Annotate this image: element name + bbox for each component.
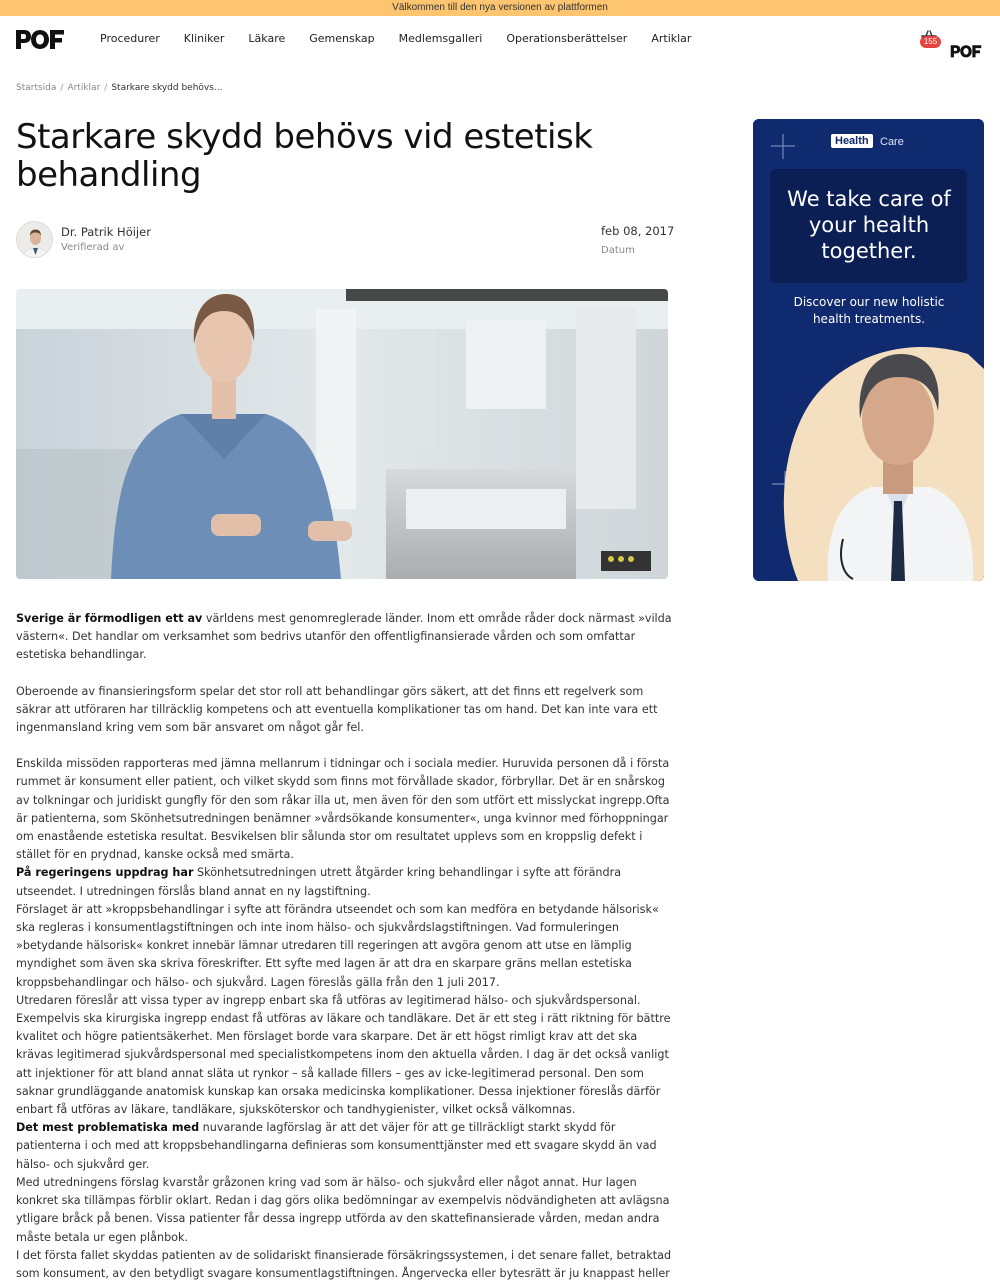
article-title: Starkare skydd behövs vid estetisk behandling [16, 117, 593, 195]
author-avatar[interactable] [16, 221, 53, 258]
breadcrumb-home[interactable]: Startsida [16, 83, 57, 93]
article-body [16, 610, 672, 1280]
cart-count-badge: 155 [920, 36, 941, 48]
article-paragraph [16, 992, 672, 1119]
breadcrumb [16, 83, 223, 93]
paragraph-lead: Sverige är förmodligen ett av [16, 612, 203, 625]
paragraph-text: Med utredningens förslag kvarstår gråzonen kring vad som är hälso- och sjukvård eller något annat. Hur lagen konkret ska tillämpas förblir oklart. Redan i dag görs olika bedömningar av exempelvis nödvändigheten att avlägsna ytligare bråck på benen. Vissa patienter får dessa ingrepp utförda av den skattefinansierade vården, medan andra måste betala ur egen plånbok. [16, 1175, 670, 1244]
pof-logo-icon [15, 28, 65, 50]
sidebar-advertisement[interactable] [753, 119, 984, 581]
pof-logo-small-icon [950, 44, 982, 58]
main-nav [100, 32, 715, 45]
article-paragraph [16, 1247, 672, 1280]
paragraph-text: Utredaren föreslår att vissa typer av ingrepp enbart ska få utföras av legitimerad hälso- och sjukvårdspersonal. Exempelvis ska kirurgiska ingrepp endast få utföras av läkare och tandläkare. Det är ett steg i rätt riktning för bättre kvalitet och högre patientsäkerhet. Men förslaget borde vara skarpare. Det är ett högst rimligt krav att det ska krävas legitimerad sjukvårdspersonal med specialistkompetens inom den aktuella vården. I dag är det också vanligt att injektioner för att bland annat släta ut rynkor – så kallade fillers – ges av icke-legitimerad personal. Den som saknar grundläggande anatomisk kunskap kan orsaka medicinska komplikationer. Dessa injektioner föreslås därför enbart få utföras av läkare, tandläkare, sjuksköterskor och tandhygienister, vilket också välkomnas. [16, 993, 671, 1117]
article-paragraph [16, 1174, 672, 1247]
paragraph-text: I det första fallet skyddas patienten av de solidariskt finansierade försäkringssystemen, i det senare fallet, betraktad som konsument, av den betydligt svagare konsumentlagstiftningen. Ångervecka eller bytesrätt är ju knappast heller [16, 1248, 672, 1280]
paragraph-lead: På regeringens uppdrag har [16, 866, 194, 880]
author-name[interactable]: Dr. Patrik Höijer [61, 224, 151, 239]
paragraph-lead: Det mest problematiska med [16, 1121, 200, 1135]
paragraph-text: Enskilda missöden rapporteras med jämna mellanrum i tidningar och i sociala medier. Huruvida personen då i första rummet är konsument eller patient, och vilket skydd som finns mot förvållade skador, förbryllar. Det är en snårskog av tolkningar och juridiskt gungfly för den som råkar illa ut, men även för den som utfört ett misslyckat ingrepp.Ofta är patienterna, som Skönhetsutredningen benämner »vårdsökande konsumenter«, unga kvinnor med förhoppningar om enastående estetiska resultat. Besvikelsen blir sålunda stor om resultatet upplevs som en kroppslig defekt i stället för en prydnad, kanske också med smärta. [16, 757, 670, 862]
article-paragraph [16, 901, 672, 992]
article-hero-image [16, 289, 668, 579]
ad-brand-suffix: Care [880, 136, 904, 148]
announcement-text: Välkommen till den nya versionen av plattformen [392, 2, 608, 13]
breadcrumb-current: Starkare skydd behövs... [111, 83, 223, 93]
paragraph-text: Skönhetsutredningen utrett åtgärder kring behandlingar i syfte att förändra utseendet. I utredningen förslås bland annat en ny lagstiftning. [16, 866, 622, 898]
doctor-portrait-icon [17, 222, 53, 258]
article-paragraph [16, 610, 672, 665]
article-paragraph [16, 683, 672, 738]
site-logo[interactable] [15, 28, 65, 50]
author-verified-label: Verifierad av [61, 241, 125, 253]
breadcrumb-separator: / [60, 83, 64, 93]
ad-brand-tag: Health [831, 134, 873, 148]
article-date: feb 08, 2017 [601, 224, 675, 238]
author-block [16, 221, 151, 258]
date-block [601, 223, 674, 259]
nurse-photo-image [16, 289, 668, 579]
paragraph-text: Oberoende av finansieringsform spelar det stor roll att behandlingar görs säkert, att det finns ett regelverk som säkrar att utföraren har tillräcklig kompetens och att eventuella komplikationer tas om hand. Det kan inte vara ett ingenmansland kring vem som bär ansvaret om något går fel. [16, 684, 658, 735]
site-logo-small[interactable] [950, 44, 982, 58]
nav-item-medlemsgalleri[interactable]: Medlemsgalleri [398, 32, 483, 45]
nav-item-artiklar[interactable]: Artiklar [651, 32, 692, 45]
breadcrumb-articles[interactable]: Artiklar [67, 83, 101, 93]
nav-item-kliniker[interactable]: Kliniker [183, 32, 225, 45]
article-paragraph [16, 755, 672, 864]
nav-item-lakare[interactable]: Läkare [248, 32, 286, 45]
announcement-banner [0, 0, 1000, 16]
breadcrumb-separator: / [104, 83, 108, 93]
nav-item-gemenskap[interactable]: Gemenskap [309, 32, 375, 45]
paragraph-text: världens mest genomreglerade länder. Inom ett område råder dock närmast »vilda västern«. Det handlar om verksamhet som bedrivs utanför den offentligfinansierade vården och som omfattar estetiska behandlingar. [16, 612, 672, 662]
ad-headline: We take care of your health together. [787, 187, 951, 263]
nav-item-operationsberattelser[interactable]: Operationsberättelser [506, 32, 628, 45]
nav-item-procedurer[interactable]: Procedurer [100, 32, 160, 45]
site-header [0, 16, 1000, 62]
ad-subline: Discover our new holistic health treatments. [793, 295, 945, 326]
article-paragraph [16, 1119, 672, 1174]
date-label: Datum [601, 245, 635, 256]
paragraph-text: nuvarande lagförslag är att det väjer för att ge tillräckligt starkt skydd för patienterna i och med att kroppsbehandlingarna definieras som konsumenttjänster med ett svagare skydd än vad hälso- och sjukvård ger. [16, 1121, 657, 1171]
article-paragraph [16, 864, 672, 900]
paragraph-text: Förslaget är att »kroppsbehandlingar i syfte att förändra utseendet och som kan medföra en betydande hälsorisk« ska regleras i konsumentlagstiftningen och inte inom hälso- och sjukvårdslagstiftningen. Vad formuleringen »betydande hälsorisk« konkret innebär lämnar utredaren till regeringen att avgöra genom att utse en lämplig myndighet som även ska skriva föreskrifter. Ett syfte med lagen är att dra en skarpare gräns mellan estetiska kroppsbehandlingar och hälso- och sjukvård. Lagen föreslås gälla från den 1 juli 2017. [16, 902, 659, 989]
